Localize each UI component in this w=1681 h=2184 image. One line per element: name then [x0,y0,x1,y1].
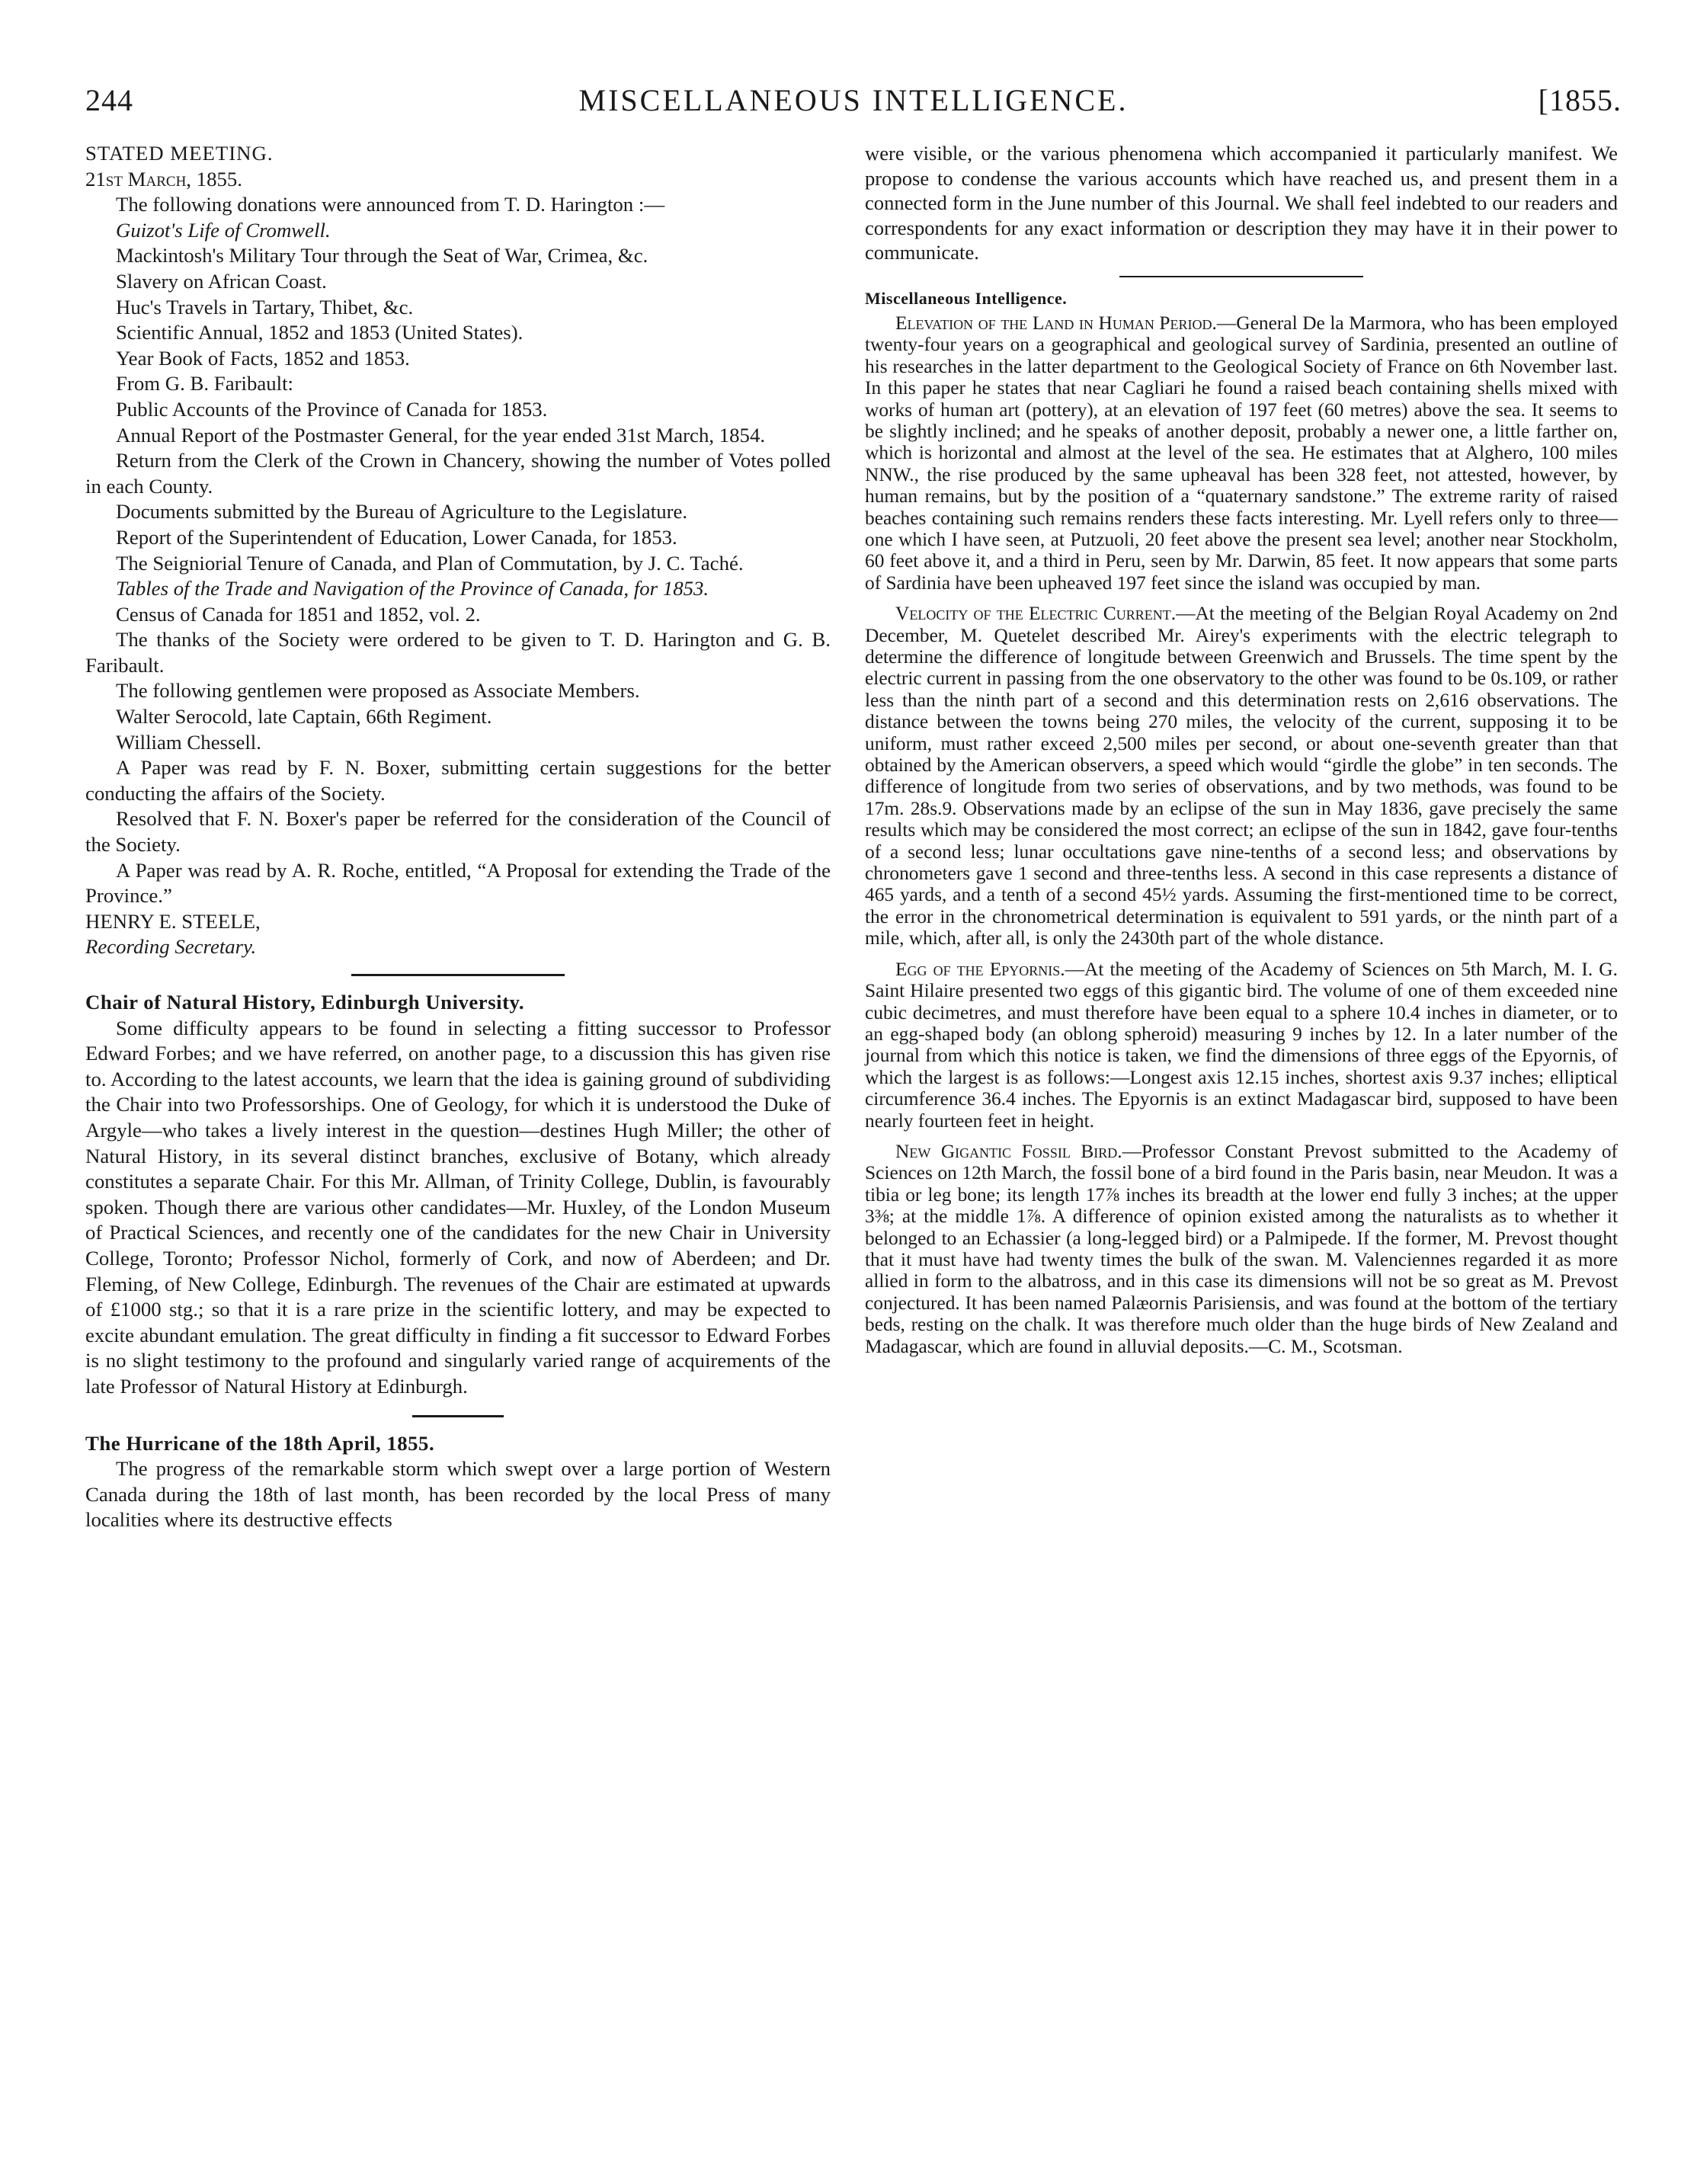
donation-item: Year Book of Facts, 1852 and 1853. [116,346,410,370]
egg-body: —At the meeting of the Academy of Sciences on 5th March, M. I. G. Saint Hilaire presented two eggs of this gigantic bird. The volume of one of them exceeded nine cubic decimetres, and must therefore have been equal to a sphere 10.4 inches in diameter, or to an egg-shaped body (an oblong spheroid) measuring 9 inches by 12. In a later number of the journal from which this notice is taken, we find the dimensions of three eggs of the Epyornis, of which the largest is as follows:—Longest axis 12.15 inches, shortest axis 9.37 inches; elliptical circumference 36.4 inches. The Epyornis is an extinct Madagascar bird, supposed to have been nearly fourteen feet in height. [865,958,1618,1132]
meeting-heading: STATED MEETING. [85,142,274,165]
velocity-body: —At the meeting of the Belgian Royal Academy on 2nd December, M. Quetelet described Mr. Airey's experiments with the electric telegraph to determine the difference of longitude between Greenwich and Brussels. The time spent by the electric current in passing from the one observatory to the other was found to be 0s.109, or rather less than the ninth part of a second and this determination rests on 2,616 observations. The distance between the towns being 270 miles, the velocity of the current, supposing it to be uniform, must rather exceed 2,500 miles per second, or about one-seventh greater than that obtained by the American observers, a speed which would “girdle the globe” in ten seconds. The difference of longitude from two series of observations, and by two methods, was found to be 17m. 28s.9. Observations made by an eclipse of the sun in May 1836, gave precisely the same results which may be considered the most correct; an eclipse of the sun in 1842, gave four-tenths of a second less; lunar occultations gave nine-tenths of a second less; and observations by chronometers gave 1 second and three-tenths less. A second in this case represents a distance of 465 yards, and a tenth of a second 45½ yards. Assuming the first-mentioned time to be correct, the error in the chronometrical determination is equivalent to 591 yards, or the ninth part of a mile, which, after all, is only the 2430th part of the whole distance. [865,603,1618,949]
donation-item: Huc's Travels in Tartary, Thibet, &c. [116,295,414,319]
donation-item: Guizot's Life of Cromwell. [116,218,331,242]
secretary-role: Recording Secretary. [85,935,257,959]
donation-item: Scientific Annual, 1852 and 1853 (United States). [116,321,524,344]
paper-paragraph: A Paper was read by A. R. Roche, entitled, “A Proposal for extending the Trade of the Province.” [85,858,831,908]
donation-item: Annual Report of the Postmaster General, for the year ended 31st March, 1854. [116,423,766,447]
elevation-article [865,312,1618,594]
donation-item: Census of Canada for 1851 and 1852, vol. 2. [116,602,481,626]
egg-article [865,959,1618,1132]
hurricane-continuation: were visible, or the various phenomena which accompanied it particularly manifest. We propose to condense the various accounts which have reached us, and present them in a connected form in the June number of this Journal. We shall feel indebted to our readers and correspondents for any exact information or description they may have it in their power to communicate. [865,142,1618,264]
fossil-title: New Gigantic Fossil Bird. [895,1140,1122,1162]
donation-item: Report of the Superintendent of Education, Lower Canada, for 1853. [116,525,677,549]
donation-item: Slavery on African Coast. [116,269,327,293]
elevation-title: Elevation of the Land in Human Period. [895,312,1217,334]
section-heading-chair: Chair of Natural History, Edinburgh University. [85,991,525,1014]
member-name: William Chessell. [116,730,261,754]
fossil-article [865,1141,1618,1357]
velocity-title: Velocity of the Electric Current. [895,603,1177,625]
donation-item: Tables of the Trade and Navigation of the Province of Canada, for 1853. [116,577,709,600]
section-heading-hurricane: The Hurricane of the 18th April, 1855. [85,1431,435,1455]
hurricane-article: The progress of the remarkable storm which swept over a large portion of Western Canada during the 18th of last month, has been recorded by the local Press of many localities where its destructive effects [85,1457,831,1532]
paper-paragraph: A Paper was read by F. N. Boxer, submitting certain suggestions for the better conducting the affairs of the Society. [85,756,831,805]
donation-item: The Seigniorial Tenure of Canada, and Plan of Commutation, by J. C. Taché. [116,551,744,575]
section-heading-misc: Miscellaneous Intelligence. [865,288,1068,308]
velocity-article [865,603,1618,949]
right-column [865,141,1618,1357]
elevation-body: —General De la Marmora, who has been employed twenty-four years on a geographical and geological survey of Sardinia, presented an outline of his researches in the latter department to the Geological Society of France on 6th November last. In this paper he states that near Cagliari he found a raised beach containing shells mixed with works of human art (pottery), at an elevation of 197 feet (60 metres) above the sea. It seems to be slightly inclined; and he speaks of another deposit, probably a newer one, a little farther on, which is horizontal and almost at the level of the sea. He estimates that at Alghero, 100 miles NNW., the rise produced by the same upheaval has been 328 feet, not attested, however, by human remains, but by the position of a “quaternary sandstone.” The extreme rarity of raised beaches containing such remains renders these facts interesting. Mr. Lyell refers only to three—one which I have seen, at Putzuoli, 20 feet above the present sea level; another near Stockholm, 60 feet above it, and a third in Peru, seen by Mr. Darwin, 85 feet. It now appears that some parts of Sardinia have been upheaved 197 feet since the island was occupied by man. [865,312,1618,594]
running-year: [1855. [1538,83,1622,117]
donation-item: Public Accounts of the Province of Canada for 1853. [116,397,548,421]
members-intro: The following gentlemen were proposed as Associate Members. [116,679,640,703]
member-name: Walter Serocold, late Captain, 66th Regiment. [116,705,492,729]
secretary-name: HENRY E. STEELE, [85,909,261,933]
running-head [85,82,1622,128]
donations-intro: The following donations were announced from T. D. Harington :— [116,193,665,216]
donation-item: Documents submitted by the Bureau of Agriculture to the Legislature. [116,500,688,524]
donor-line: From G. B. Faribault: [116,372,293,395]
left-column [85,141,831,1533]
donation-item: Mackintosh's Military Tour through the Seat of War, Crimea, &c. [116,244,648,267]
page-number: 244 [85,83,133,117]
page-title: MISCELLANEOUS INTELLIGENCE. [578,83,1129,117]
thanks-paragraph: The thanks of the Society were ordered to be given to T. D. Harington and G. B. Faribault. [85,628,831,677]
fossil-body: —Professor Constant Prevost submitted to the Academy of Sciences on 12th March, the fossil bone of a bird found in the Paris basin, near Meudon. It was a tibia or leg bone; its length 17⅞ inches its breadth at the lower end fully 3 inches; at the upper 3⅜; at the middle 1⅞. A difference of opinion existed among the naturalists as to whether it belonged to an Echassier (a long-legged bird) or a Palmipede. If the former, M. Prevost thought that it must have had twenty times the bulk of the swan. M. Valenciennes regarded it as more allied in form to the albatross, and in this case its dimensions will not be so great as M. Prevost conjectured. It has been named Palæornis Parisiensis, and was found at the bottom of the tertiary beds, resting on the chalk. It was therefore much older than the huge birds of New Zealand and Madagascar, which are found in alluvial deposits.—C. M., Scotsman. [865,1140,1618,1357]
donation-item: Return from the Clerk of the Crown in Chancery, showing the number of Votes polled in each County. [85,449,831,498]
resolution-paragraph: Resolved that F. N. Boxer's paper be referred for the consideration of the Council of the Society. [85,807,831,857]
meeting-date: 21st March, 1855. [85,167,242,191]
egg-title: Egg of the Epyornis. [895,958,1065,980]
chair-article: Some difficulty appears to be found in selecting a fitting successor to Professor Edward Forbes; and we have referred, on another page, to a discussion this has given rise to. According to the latest accounts, we learn that the idea is gaining ground of subdividing the Chair into two Professorships. One of Geology, for which it is understood the Duke of Argyle—who takes a lively interest in the question—destines Hugh Miller; the other of Natural History, in its several distinct branches, exclusive of Botany, which already constitutes a separate Chair. For this Mr. Allman, of Trinity College, Dublin, is favourably spoken. Though there are various other candidates—Mr. Huxley, of the London Museum of Practical Sciences, and recently one of the candidates for the new Chair in University College, Toronto; Professor Nichol, formerly of Cork, and now of Aberdeen; and Dr. Fleming, of New College, Edinburgh. The revenues of the Chair are estimated at upwards of £1000 stg.; so that it is a rare prize in the scientific lottery, and may be expected to excite abundant emulation. The great difficulty in finding a fit successor to Edward Forbes is no slight testimony to the profound and singularly varied range of acquirements of the late Professor of Natural History at Edinburgh. [85,1016,831,1398]
